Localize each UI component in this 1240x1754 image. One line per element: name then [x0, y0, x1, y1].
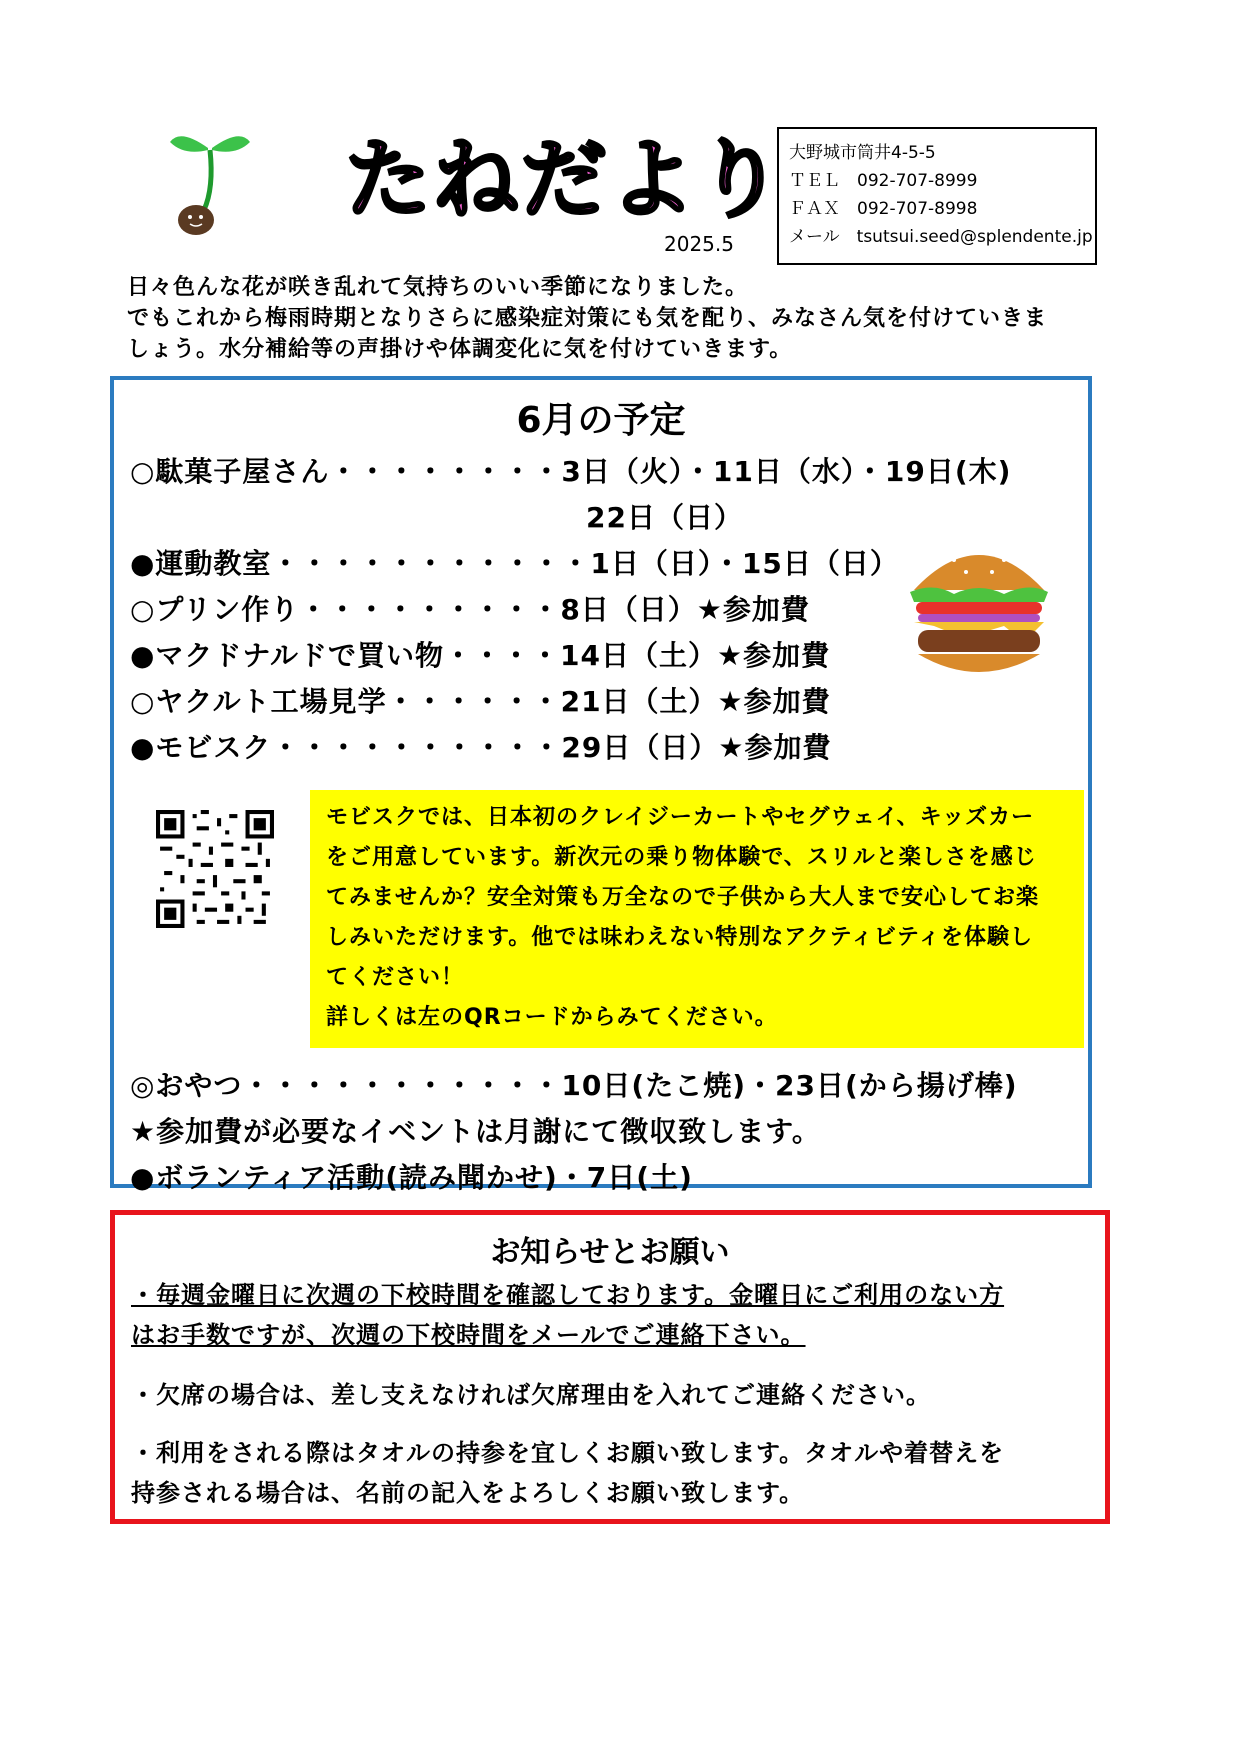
schedule-box — [110, 376, 1092, 1194]
notice-title: お知らせとお願い — [490, 1235, 730, 1270]
schedule-row: 22日（日） — [586, 501, 743, 534]
qr-code — [156, 810, 274, 928]
note-line: 詳しくは左のQRコードからみてください。 — [326, 1005, 778, 1030]
intro-line: しょう。水分補給等の声掛けや体調変化に気を付けていきます。 — [127, 337, 793, 362]
intro-text — [127, 272, 1127, 365]
contact-fax: ＦＡＸ 092-707-8998 — [789, 199, 978, 219]
notice-item — [131, 1433, 1091, 1513]
schedule-row: ●運動教室・・・・・・・・・・・1日（日）・15日（日） — [130, 547, 899, 580]
contact-mail: メール tsutsui.seed@splendente.jp — [789, 227, 1093, 247]
note-line: しみいただけます。他では味わえない特別なアクティビティを体験し — [326, 925, 1034, 950]
note-line: をご用意しています。新次元の乗り物体験で、スリルと楽しさを感じ — [326, 845, 1037, 870]
note-line: てみませんか？安全対策も万全なので子供から大人まで安心してお楽 — [326, 885, 1040, 910]
schedule-row: ○駄菓子屋さん・・・・・・・・3日（火）・11日（水）・19日(木) — [130, 455, 1012, 488]
hamburger-icon — [904, 530, 1054, 690]
schedule-row: ●ボランティア活動(読み聞かせ)・7日(土) — [130, 1161, 693, 1194]
schedule-row: ★参加費が必要なイベントは月謝にて徴収致します。 — [130, 1115, 821, 1148]
mobisuku-note — [310, 790, 1084, 1048]
contact-address: 大野城市筒井4-5-5 — [789, 143, 936, 163]
intro-line: でもこれから梅雨時期となりさらに感染症対策にも気を配り、みなさん気を付けていきま — [127, 306, 1048, 331]
schedule-row: ●マクドナルドで買い物・・・・14日（土）★参加費 — [130, 639, 831, 672]
notice-line: 持参される場合は、名前の記入をよろしくお願い致します。 — [131, 1479, 805, 1507]
notice-line: ・利用をされる際はタオルの持参を宜しくお願い致します。タオルや着替えを — [131, 1439, 1005, 1467]
notice-item — [131, 1375, 1091, 1415]
newsletter-title: たねだより — [345, 130, 785, 230]
issue-date: 2025.5 — [664, 232, 734, 256]
notice-line: はお手数ですが、次週の下校時間をメールでご連絡下さい。 — [131, 1321, 806, 1349]
note-line: モビスクでは、日本初のクレイジーカートやセグウェイ、キッズカー — [326, 805, 1035, 830]
note-line: てください！ — [326, 965, 465, 990]
schedule-title: 6月の予定 — [516, 400, 686, 441]
sprout-icon — [170, 128, 250, 238]
contact-box — [777, 127, 1097, 265]
notice-line: ・欠席の場合は、差し支えなければ欠席理由を入れてご連絡ください。 — [131, 1381, 931, 1409]
intro-line: 日々色んな花が咲き乱れて気持ちのいい季節になりました。 — [127, 275, 749, 300]
notice-line: ・毎週金曜日に次週の下校時間を確認しております。金曜日にご利用のない方 — [131, 1281, 1005, 1309]
schedule-row: ●モビスク・・・・・・・・・・29日（日）★参加費 — [130, 731, 832, 764]
notice-item — [131, 1275, 1091, 1355]
schedule-row: ◎おやつ・・・・・・・・・・・10日(たこ焼)・23日(から揚げ棒) — [130, 1069, 1018, 1102]
notice-box — [110, 1210, 1110, 1524]
schedule-row: ○ヤクルト工場見学・・・・・・21日（土）★参加費 — [130, 685, 831, 718]
schedule-row: ○プリン作り・・・・・・・・・8日（日）★参加費 — [130, 593, 810, 626]
contact-tel: ＴＥＬ 092-707-8999 — [789, 171, 978, 191]
